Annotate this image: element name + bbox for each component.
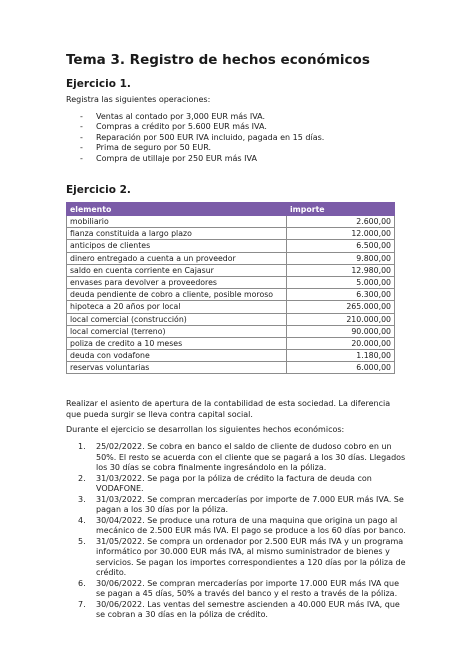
list-item xyxy=(66,537,406,579)
table-row xyxy=(67,216,395,228)
cell-elemento: saldo en cuenta corriente en Cajasur xyxy=(67,264,287,276)
cell-elemento: anticipos de clientes xyxy=(67,240,287,252)
list-number: 6. xyxy=(78,578,86,588)
list-number: 5. xyxy=(78,536,86,546)
table-row xyxy=(67,325,395,337)
exercise-1-heading: Ejercicio 1. xyxy=(66,78,131,90)
table-row xyxy=(67,240,395,252)
list-number: 4. xyxy=(78,515,86,525)
list-number: 1. xyxy=(78,442,86,451)
table-row xyxy=(67,264,395,276)
event-text: 31/03/2022. Se compran mercaderías por importe de 7.000 EUR más IVA. Se pagan a los 30 días por la póliza. xyxy=(96,494,404,514)
balance-table xyxy=(66,202,395,374)
exercise-1-intro: Registra las siguientes operaciones: xyxy=(66,95,211,104)
cell-elemento: deuda pendiente de cobro a cliente, posible moroso xyxy=(67,289,287,301)
cell-importe: 12.000,00 xyxy=(287,228,395,240)
column-header-importe: importe xyxy=(287,203,395,216)
cell-importe: 6.000,00 xyxy=(287,362,395,374)
list-item xyxy=(66,495,406,516)
table-row xyxy=(67,301,395,313)
operations-list xyxy=(66,112,324,164)
cell-elemento: mobiliario xyxy=(67,216,287,228)
events-list xyxy=(66,442,406,621)
cell-importe: 90.000,00 xyxy=(287,325,395,337)
table-row xyxy=(67,313,395,325)
column-header-elemento: elemento xyxy=(67,203,287,216)
event-text: 31/05/2022. Se compra un ordenador por 2.500 EUR más IVA y un programa informático por 30.000 EUR más IVA, al mismo suministrador de bienes y servicios. Se pagan los importes correspondientes a 120 días por la póliza de crédito. xyxy=(96,536,406,577)
list-item: - Reparación por 500 EUR IVA incluido, pagada en 15 días. xyxy=(66,133,324,143)
cell-importe: 5.000,00 xyxy=(287,276,395,288)
event-text: 30/06/2022. Se compran mercaderías por importe 17.000 EUR más IVA que se pagan a 45 días, 50% a través del banco y el resto a través de la póliza. xyxy=(96,578,400,598)
event-text: 30/04/2022. Se produce una rotura de una maquina que origina un pago al mecánico de 2.500 EUR más IVA. El pago se produce a los 60 días por banco. xyxy=(96,515,406,535)
list-item xyxy=(66,579,406,600)
page-title: Tema 3. Registro de hechos económicos xyxy=(66,52,370,68)
list-item: - Compra de utillaje por 250 EUR más IVA xyxy=(66,154,324,164)
list-item: - Ventas al contado por 3,000 EUR más IVA. xyxy=(66,112,324,122)
list-item xyxy=(66,516,406,537)
cell-elemento: reservas voluntarias xyxy=(67,362,287,374)
instructions-paragraph: Realizar el asiento de apertura de la contabilidad de esta sociedad. La diferencia que pueda surgir se lleva contra capital social. xyxy=(66,399,391,419)
cell-elemento: local comercial (terreno) xyxy=(67,325,287,337)
cell-importe: 6.300,00 xyxy=(287,289,395,301)
list-number: 2. xyxy=(78,473,86,483)
events-intro: Durante el ejercicio se desarrollan los siguientes hechos económicos: xyxy=(66,425,345,434)
list-number: 7. xyxy=(78,599,86,609)
cell-importe: 9.800,00 xyxy=(287,252,395,264)
cell-elemento: hipoteca a 20 años por local xyxy=(67,301,287,313)
table-row xyxy=(67,350,395,362)
list-item xyxy=(66,442,406,474)
cell-importe: 2.600,00 xyxy=(287,216,395,228)
table-row xyxy=(67,228,395,240)
table-row xyxy=(67,337,395,349)
list-item: - Prima de seguro por 50 EUR. xyxy=(66,143,324,153)
cell-importe: 210.000,00 xyxy=(287,313,395,325)
cell-elemento: local comercial (construcción) xyxy=(67,313,287,325)
event-text: 30/06/2022. Las ventas del semestre ascienden a 40.000 EUR más IVA, que se cobran a 30 días en la póliza de crédito. xyxy=(96,599,400,619)
cell-importe: 1.180,00 xyxy=(287,350,395,362)
list-number: 3. xyxy=(78,494,86,504)
cell-elemento: deuda con vodafone xyxy=(67,350,287,362)
cell-elemento: envases para devolver a proveedores xyxy=(67,276,287,288)
cell-importe: 20.000,00 xyxy=(287,337,395,349)
cell-importe: 6.500,00 xyxy=(287,240,395,252)
cell-importe: 12.980,00 xyxy=(287,264,395,276)
exercise-2-heading: Ejercicio 2. xyxy=(66,184,131,196)
event-text: 25/02/2022. Se cobra en banco el saldo de cliente de dudoso cobro en un 50%. El resto se acuerda con el cliente que se pagará a los 30 días. Llegados los 30 días se cobra finalmente ingresándolo en la póliza. xyxy=(96,442,406,472)
cell-elemento: dinero entregado a cuenta a un proveedor xyxy=(67,252,287,264)
table-row xyxy=(67,362,395,374)
list-item xyxy=(66,600,406,621)
event-text: 31/03/2022. Se paga por la póliza de crédito la factura de deuda con VODAFONE. xyxy=(96,473,372,493)
list-item xyxy=(66,474,406,495)
cell-importe: 265.000,00 xyxy=(287,301,395,313)
cell-elemento: poliza de credito a 10 meses xyxy=(67,337,287,349)
table-row xyxy=(67,289,395,301)
table-row xyxy=(67,276,395,288)
cell-elemento: fianza constituida a largo plazo xyxy=(67,228,287,240)
list-item: - Compras a crédito por 5.600 EUR más IVA. xyxy=(66,122,324,132)
table-row xyxy=(67,252,395,264)
table-header-row xyxy=(67,203,395,216)
